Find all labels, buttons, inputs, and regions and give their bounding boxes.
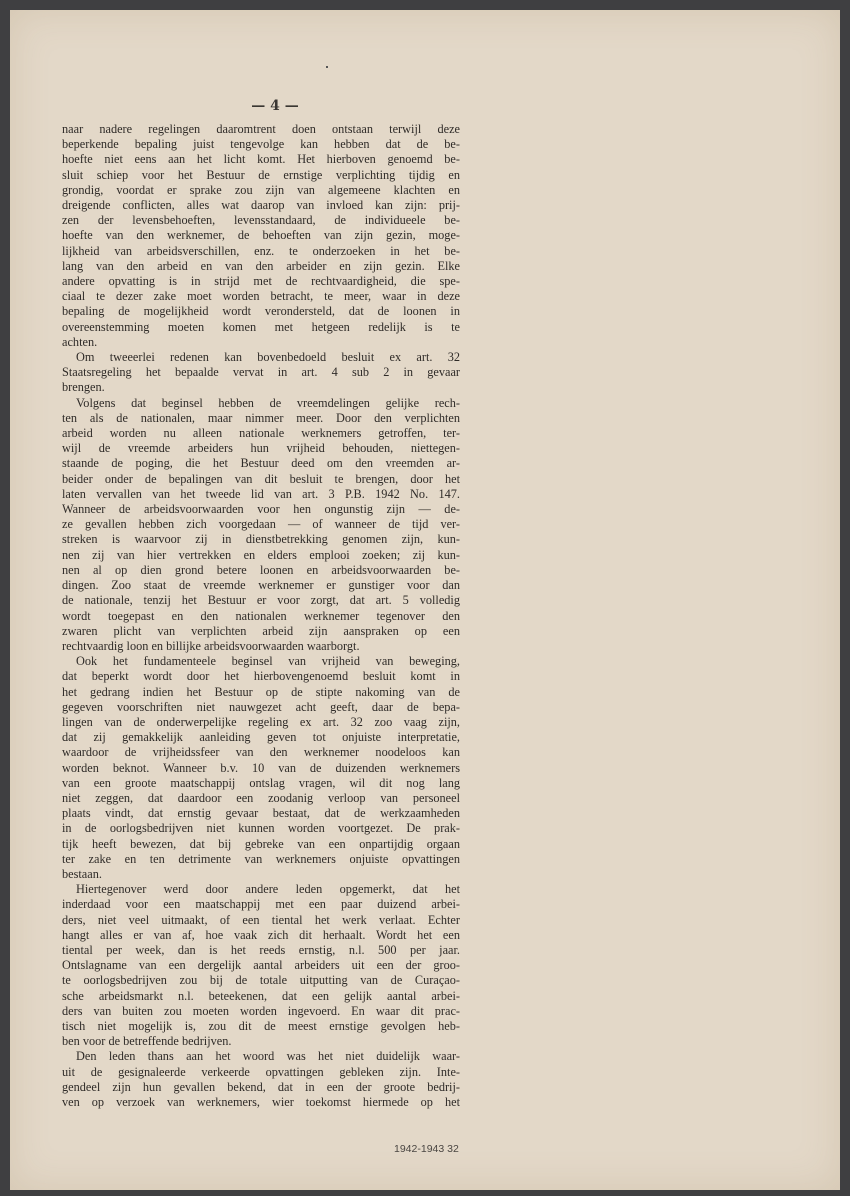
text-line: te oorlogsbedrijven zou bij de totale uitputting van de Curaçao- [62, 973, 460, 988]
collection-reference: 1942-1943 32 [394, 1143, 459, 1155]
text-line: het gedrang indien het Bestuur op de stipte nakoming van de [62, 684, 460, 699]
text-line: de nationale, tenzij het Bestuur er voor zorgt, dat art. 5 volledig [62, 593, 460, 608]
page-number: — 4 — [251, 98, 299, 114]
text-line: laten vervallen van het tweede lid van art. 3 P.B. 1942 No. 147. [62, 486, 460, 501]
text-line: hangt alles er van af, hoe vaak zich dit herhaalt. Wordt het een [62, 927, 460, 942]
text-line: dat beperkt wordt door het hierbovengenoemd besluit komt in [62, 669, 460, 684]
text-line: Ontslagname van een dergelijk aantal arbeiders uit een der groo- [62, 958, 460, 973]
text-line: dreigende conflicten, alles wat daarop van invloed kan zijn: prij- [62, 198, 460, 213]
text-line: dingen. Zoo staat de vreemde werknemer er gunstiger voor dan [62, 578, 460, 593]
text-line: sche arbeidsmarkt n.l. beteekenen, dat een gelijk aantal arbei- [62, 988, 460, 1003]
text-line: lingen van de onderwerpelijke regeling ex art. 32 zoo vaag zijn, [62, 714, 460, 729]
text-line: tijk heeft bewezen, dat bij gebreke van een onpartijdig orgaan [62, 836, 460, 851]
text-line: beperkende bepaling juist tengevolge kan hebben dat de be- [62, 137, 460, 152]
text-line: andere opvatting is in strijd met de rechtvaardigheid, die spe- [62, 274, 460, 289]
text-line: ben voor de betreffende bedrijven. [62, 1034, 232, 1049]
text-line: Ook het fundamenteele beginsel van vrijheid van beweging, [76, 654, 460, 669]
text-line: van een groote maatschappij ontslag vragen, wil dit nog lang [62, 775, 460, 790]
text-line: ders van buiten zou moeten worden ingevoerd. En waar dit prac- [62, 1003, 460, 1018]
text-line: ze gevallen hebben zich voorgedaan — of wanneer de tijd ver- [62, 517, 460, 532]
text-line: ter zake en ten detrimente van werknemers onjuiste opvattingen [62, 851, 460, 866]
text-line: Om tweeerlei redenen kan bovenbedoeld besluit ex art. 32 [76, 350, 460, 365]
text-line: beider onder de bepalingen van dit besluit te brengen, door het [62, 471, 460, 486]
text-line: achten. [62, 334, 98, 349]
text-line: bestaan. [62, 866, 102, 881]
text-line: niet zeggen, dat daardoor een zoodanig verloop van personeel [62, 790, 460, 805]
text-line: Hiertegenover werd door andere leden opgemerkt, dat het [76, 882, 460, 897]
text-line: streken is waarvoor zij in dienstbetrekking genomen zijn, kun- [62, 532, 460, 547]
text-line: tiental per week, dan is het reeds ernstig, n.l. 500 per jaar. [62, 942, 460, 957]
text-line: lijkheid van arbeidsverschillen, enz. te onderzoeken in het be- [62, 243, 460, 258]
text-line: dat zij gemakkelijk aanleiding geven tot onjuiste interpretatie, [62, 730, 460, 745]
text-line: nen zij van hier vertrekken en elders emplooi zoeken; zij kun- [62, 547, 460, 562]
text-line: Wanneer de arbeidsvoorwaarden voor hen ongunstig zijn — de- [62, 502, 460, 517]
paper-speck [326, 66, 328, 68]
text-line: staande de poging, die het Bestuur deed om den vreemden ar- [62, 456, 460, 471]
text-line: brengen. [62, 380, 105, 395]
text-line: wordt toegepast en den nationalen werknemer tegenover den [62, 608, 460, 623]
text-line: naar nadere regelingen daaromtrent doen ontstaan terwijl deze [62, 122, 460, 136]
text-line: inderdaad voor een maatschappij met een paar duizend arbei- [62, 897, 460, 912]
text-line: lang van den arbeid en van den arbeider en zijn gezin. Elke [62, 258, 460, 273]
text-line: sluit schiep voor het Bestuur de ernstige verplichting tijdig en [62, 167, 460, 182]
text-line: tisch niet mogelijk is, zou dit de meest ernstige gevolgen heb- [62, 1018, 460, 1033]
text-line: Staatsregeling het bepaalde vervat in art. 4 sub 2 in gevaar [62, 365, 460, 380]
text-line: waardoor de vrijheidssfeer van den werknemer noodeloos kan [62, 745, 460, 760]
text-line: ven op verzoek van werknemers, wier toekomst hiermede op het [62, 1095, 460, 1109]
text-line: Volgens dat beginsel hebben de vreemdelingen gelijke rech- [76, 395, 460, 410]
text-line: ten als de nationalen, maar nimmer meer. Door den verplichten [62, 410, 460, 425]
text-line: ciaal te dezer zake moet worden betracht, te meer, waar in deze [62, 289, 460, 304]
text-line: grondig, voordat er sprake zou zijn van algemeene klachten en [62, 182, 460, 197]
text-line: wijl de vreemde arbeiders hun vrijheid behouden, niettegen- [62, 441, 460, 456]
text-line: Den leden thans aan het woord was het niet duidelijk waar- [76, 1049, 460, 1064]
text-line: hoefte niet eens aan het licht komt. Het hierboven genoemd be- [62, 152, 460, 167]
text-line: zen der levensbehoeften, levensstandaard, de individueele be- [62, 213, 460, 228]
text-line: bepaling de mogelijkheid wordt verondersteld, dat de loonen in [62, 304, 460, 319]
document-page [10, 10, 840, 1190]
text-line: rechtvaardig loon en billijke arbeidsvoorwaarden waarborgt. [62, 638, 360, 653]
text-line: hoefte van den werknemer, de behoeften van zijn gezin, moge- [62, 228, 460, 243]
text-line: gendeel zijn hun gevallen bekend, dat in een der groote bedrij- [62, 1079, 460, 1094]
text-line: in de oorlogsbedrijven niet kunnen worden voortgezet. De prak- [62, 821, 460, 836]
text-line: gegeven voorschriften niet nauwgezet acht geeft, daar de bepa- [62, 699, 460, 714]
text-line: worden beknot. Wanneer b.v. 10 van de duizenden werknemers [62, 760, 460, 775]
text-line: ders, niet veel uitmaakt, of een tiental het werk verlaat. Echter [62, 912, 460, 927]
text-line: overeenstemming moeten komen met hetgeen redelijk is te [62, 319, 460, 334]
text-line: arbeid worden nu alleen nationale werknemers getroffen, ter- [62, 426, 460, 441]
text-line: uit de gesignaleerde verkeerde opvattingen gebleken zijn. Inte- [62, 1064, 460, 1079]
text-line: plaats vindt, dat ernstig gevaar bestaat, dat de werkzaamheden [62, 806, 460, 821]
body-text [62, 122, 460, 1110]
text-line: zwaren plicht van verplichten arbeid zijn aanspraken op een [62, 623, 460, 638]
text-line: nen al op dien grond betere loonen en arbeidsvoorwaarden be- [62, 562, 460, 577]
